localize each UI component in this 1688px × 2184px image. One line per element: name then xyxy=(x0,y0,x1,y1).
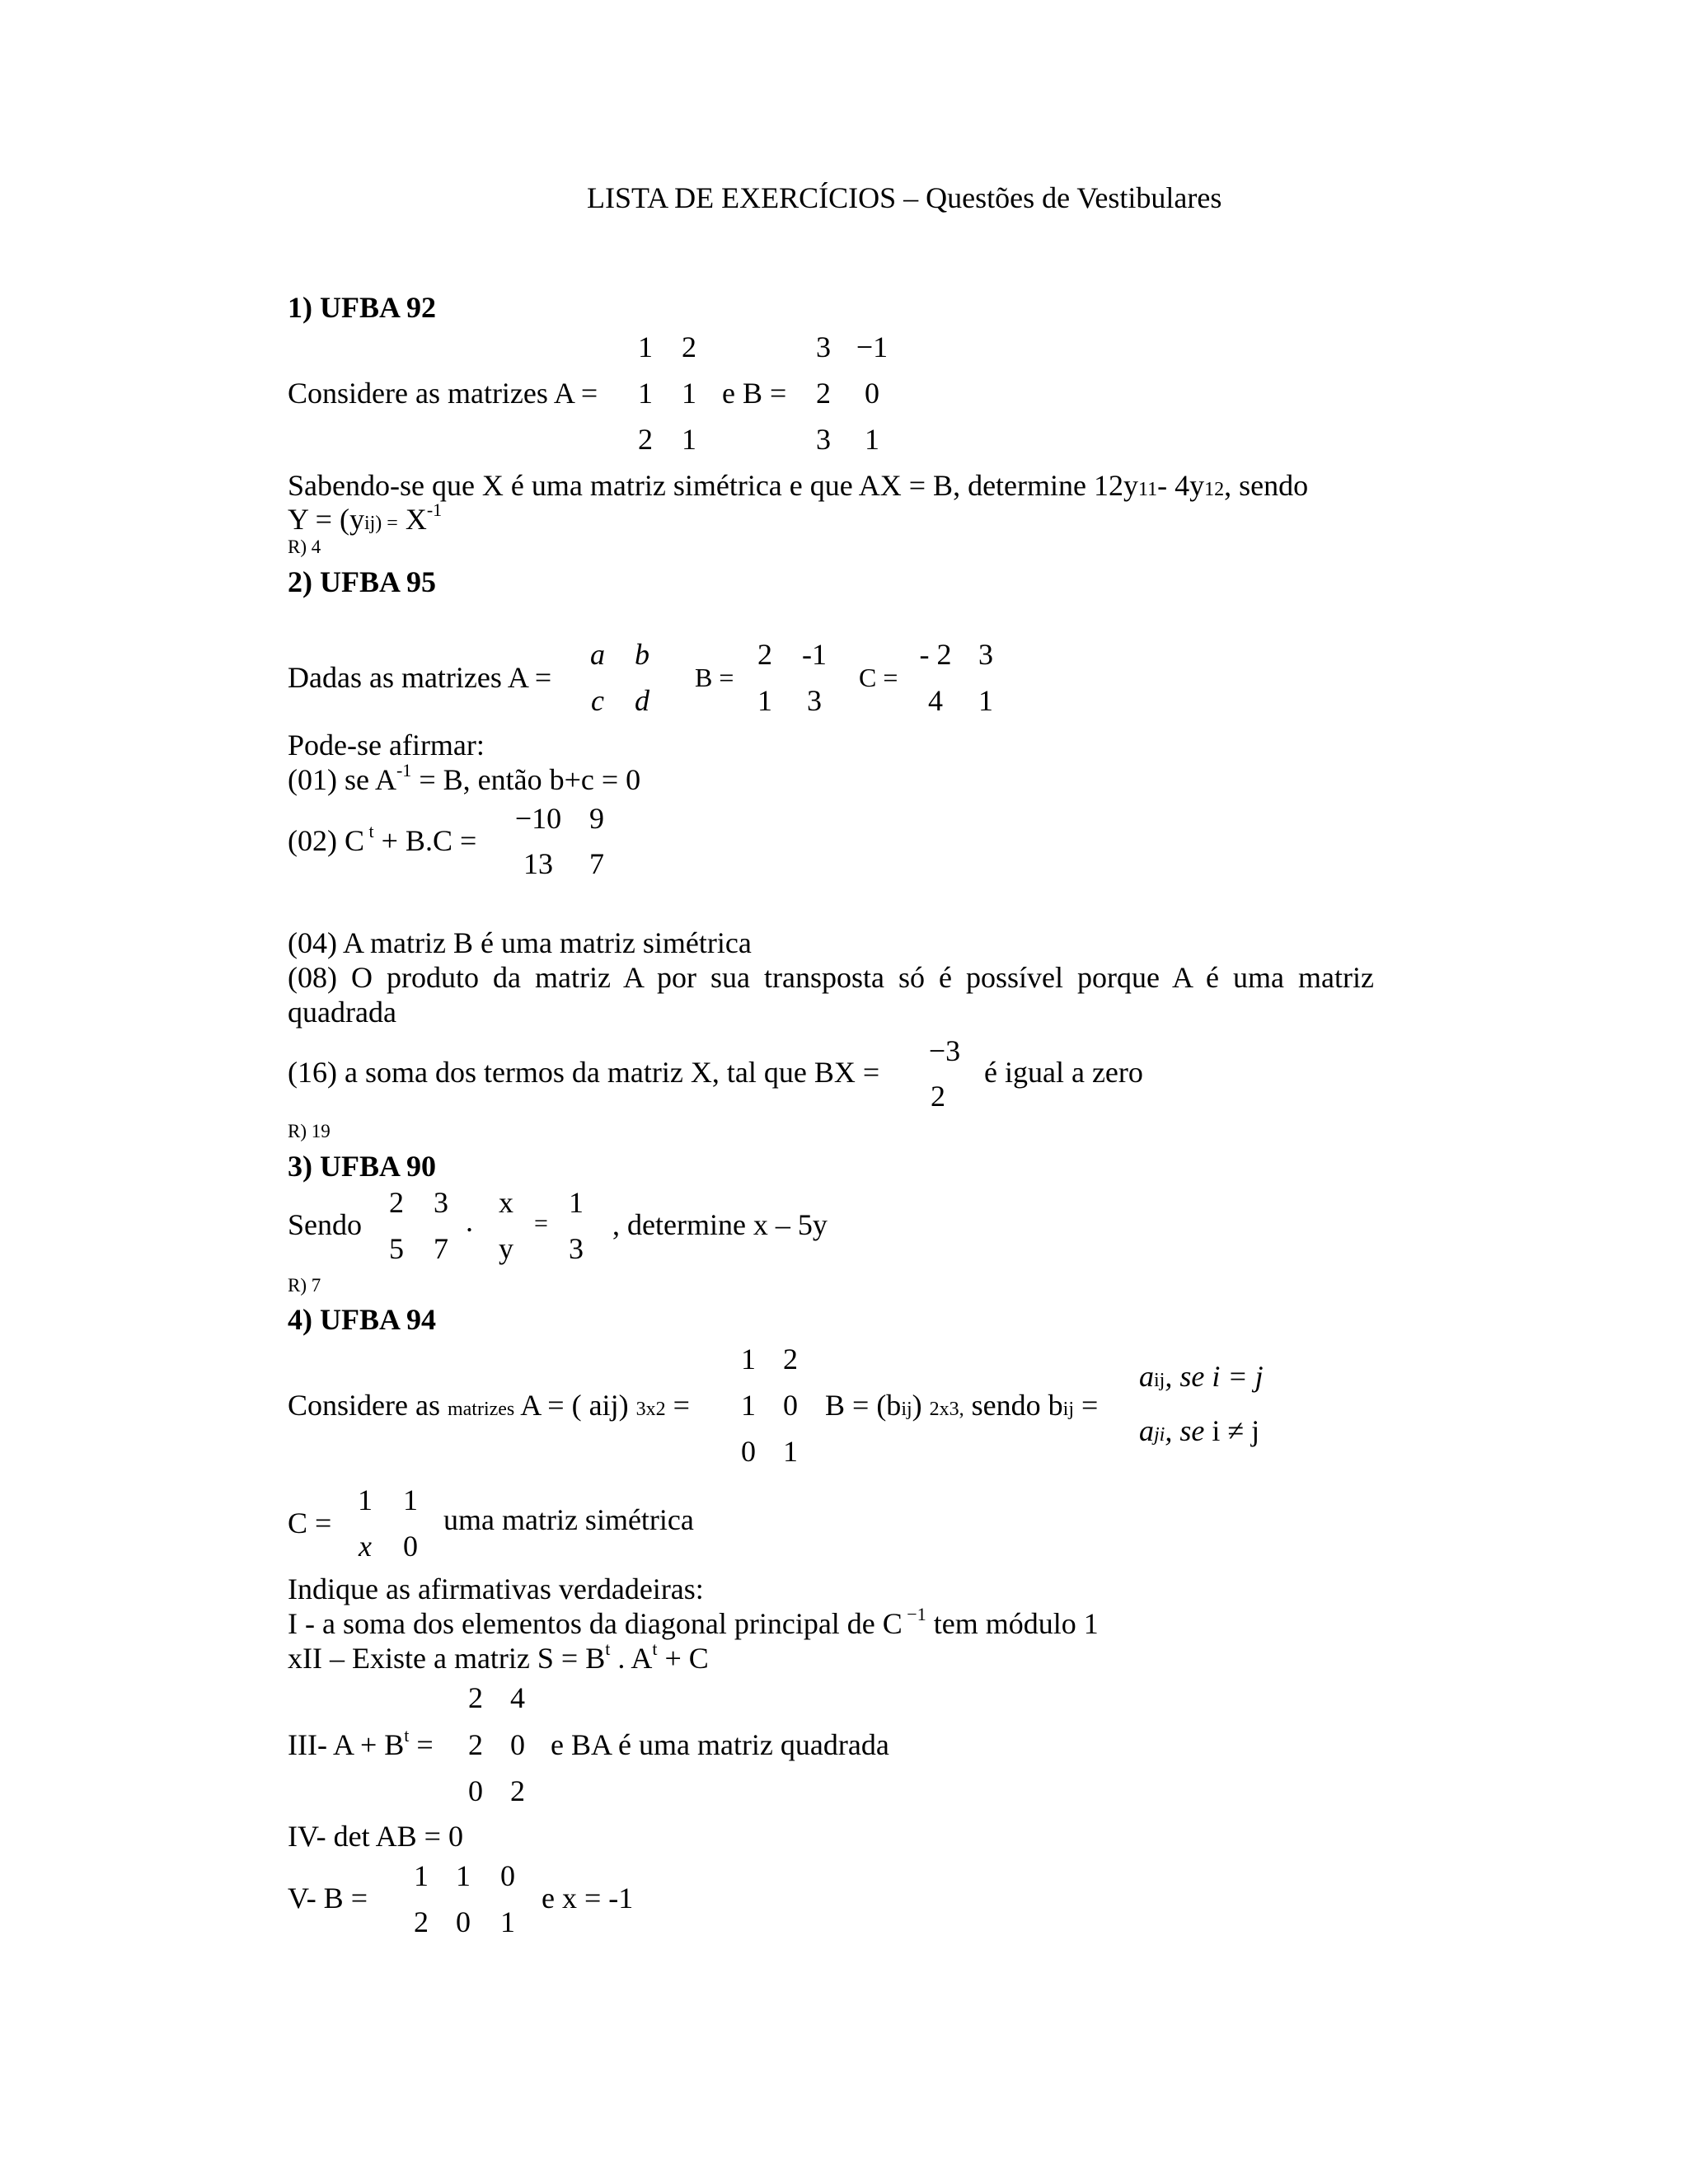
q3-answer: R) 7 xyxy=(288,1275,321,1296)
q4-c-symmetric: uma matriz simétrica xyxy=(443,1503,694,1536)
q1-and-b: e B = xyxy=(722,377,787,410)
q4-mat3-12: 4 xyxy=(510,1681,525,1714)
q1-matB-22: 0 xyxy=(865,377,879,410)
q2-mat16-1: −3 xyxy=(928,1034,961,1067)
q1-matB-12: −1 xyxy=(856,330,889,363)
q4-mat5-13: 0 xyxy=(500,1859,515,1892)
q2-option-01: (01) se $A^{-1} = B$, então b+c = 0 xyxy=(288,760,641,796)
q2-matB-22: 3 xyxy=(807,684,822,717)
q4-mat3-11: 2 xyxy=(468,1681,483,1714)
q2-option-04: (04) A matriz B é uma matriz simétrica xyxy=(288,926,752,959)
q3-dot: . xyxy=(466,1205,473,1238)
q4-matA-31: 0 xyxy=(741,1435,756,1468)
q2-mat16-2: 2 xyxy=(931,1080,945,1113)
q1-answer: R) 4 xyxy=(288,537,321,557)
q1-matA-21: 1 xyxy=(638,377,653,410)
q2-mat02-21: 13 xyxy=(523,847,553,880)
q2-matA-21: c xyxy=(591,684,604,717)
q4-heading: 4) UFBA 94 xyxy=(288,1303,436,1336)
q1-matB-31: 3 xyxy=(816,423,831,456)
q2-matC-11: - 2 xyxy=(919,638,952,671)
q4-matC-21: x xyxy=(359,1530,372,1563)
q4-statement-3: III- $A + B^t$ = xyxy=(288,1725,434,1761)
q2-option-08-line1: (08) O produto da matriz A por sua transposta só é possível porque A é uma matriz xyxy=(288,961,1374,994)
q3-matX-1: x xyxy=(499,1186,513,1219)
q4-mat3-21: 2 xyxy=(468,1728,483,1761)
q4-b-definition: B = (bij) 2x3, sendo bij = xyxy=(825,1389,1099,1422)
q2-matB-11: 2 xyxy=(757,638,772,671)
q2-option-08-line2: quadrada xyxy=(288,996,396,1029)
q4-mat3-22: 0 xyxy=(510,1728,525,1761)
q4-mat5-21: 2 xyxy=(414,1905,429,1938)
q2-mat02-22: 7 xyxy=(589,847,604,880)
q1-y-definition: $Y = (yij) = X^{-1}$ xyxy=(288,499,443,536)
q2-option-16-tail: é igual a zero xyxy=(984,1056,1143,1089)
q2-matC-12: 3 xyxy=(978,638,993,671)
q4-c-label: C = xyxy=(288,1507,332,1540)
q1-statement: Sabendo-se que X é uma matriz simétrica e que AX = B, determine 12y11- 4y12, sendo xyxy=(288,469,1309,502)
q2-heading: 2) UFBA 95 xyxy=(288,565,436,598)
q2-matA-22: d xyxy=(635,684,649,717)
q4-matC-22: 0 xyxy=(403,1530,418,1563)
q3-matX-2: y xyxy=(499,1232,513,1265)
q4-statement-1: I - a soma dos elementos da diagonal principal de C $^{-1}$ tem módulo 1 xyxy=(288,1604,1099,1640)
q4-prefix: Considere as matrizes A = ( aij) 3x2 = xyxy=(288,1389,690,1422)
q4-statement-3-tail: e BA é uma matriz quadrada xyxy=(551,1728,889,1761)
q4-case-1: aij, se i = j xyxy=(1139,1360,1264,1393)
q2-c-label: C = xyxy=(859,663,898,692)
q4-mat5-23: 1 xyxy=(500,1905,515,1938)
q1-matA-22: 1 xyxy=(682,377,696,410)
q1-matA-32: 1 xyxy=(682,423,696,456)
page-title: LISTA DE EXERCÍCIOS – Questões de Vestibulares xyxy=(587,181,1222,214)
q2-b-label: B = xyxy=(695,663,734,692)
q2-matA-12: b xyxy=(635,638,649,671)
q4-matA-11: 1 xyxy=(741,1343,756,1376)
q4-mat5-22: 0 xyxy=(456,1905,471,1938)
q3-tail: , determine x – 5y xyxy=(612,1208,828,1241)
q2-option-02: (02) C $^t$ + B.C = xyxy=(288,821,477,857)
q4-case-2: aji, se i ≠ j xyxy=(1139,1414,1260,1447)
q3-eq: = xyxy=(534,1210,548,1237)
q1-matA-31: 2 xyxy=(638,423,653,456)
q2-prefix: Dadas as matrizes A = xyxy=(288,661,552,694)
q2-mat02-12: 9 xyxy=(589,802,604,835)
q1-heading: 1) UFBA 92 xyxy=(288,291,436,324)
q1-matA-12: 2 xyxy=(682,330,696,363)
q4-matC-11: 1 xyxy=(358,1483,373,1516)
q1-prefix: Considere as matrizes A = xyxy=(288,377,598,410)
q2-matA-11: a xyxy=(590,638,605,671)
q3-matR-2: 3 xyxy=(569,1232,584,1265)
q2-matC-21: 4 xyxy=(928,684,943,717)
q2-matB-12: -1 xyxy=(802,638,827,671)
q1-matB-11: 3 xyxy=(816,330,831,363)
q4-statement-4: IV- det AB = 0 xyxy=(288,1820,463,1853)
q4-mat5-11: 1 xyxy=(414,1859,429,1892)
q1-matA-11: 1 xyxy=(638,330,653,363)
q4-statement-5-tail: e x = -1 xyxy=(542,1882,634,1915)
q1-matB-32: 1 xyxy=(865,423,879,456)
q4-matA-21: 1 xyxy=(741,1389,756,1422)
q4-matA-32: 1 xyxy=(783,1435,798,1468)
q3-mat1-22: 7 xyxy=(434,1232,448,1265)
q4-statement-5: V- B = xyxy=(288,1882,368,1915)
q4-matA-22: 0 xyxy=(783,1389,798,1422)
q3-matR-1: 1 xyxy=(569,1186,584,1219)
q4-mat3-32: 2 xyxy=(510,1774,525,1807)
q2-mat02-11: −10 xyxy=(514,802,562,835)
q2-answer: R) 19 xyxy=(288,1121,331,1141)
q3-mat1-11: 2 xyxy=(389,1186,404,1219)
q1-matB-21: 2 xyxy=(816,377,831,410)
q4-mat5-12: 1 xyxy=(456,1859,471,1892)
q4-statement-2: xII – Existe a matriz $S = B^t$ . $A^t + C$ xyxy=(288,1638,709,1675)
q3-sendo: Sendo xyxy=(288,1208,362,1241)
q4-mat3-31: 0 xyxy=(468,1774,483,1807)
q4-matA-12: 2 xyxy=(783,1343,798,1376)
q2-intro: Pode-se afirmar: xyxy=(288,729,485,762)
q3-heading: 3) UFBA 90 xyxy=(288,1150,436,1183)
q4-intro: Indique as afirmativas verdadeiras: xyxy=(288,1572,704,1605)
q2-matB-21: 1 xyxy=(757,684,772,717)
q2-matC-22: 1 xyxy=(978,684,993,717)
q3-mat1-21: 5 xyxy=(389,1232,404,1265)
q3-mat1-12: 3 xyxy=(434,1186,448,1219)
q2-option-16: (16) a soma dos termos da matriz X, tal que BX = xyxy=(288,1056,880,1089)
q4-matC-12: 1 xyxy=(403,1483,418,1516)
